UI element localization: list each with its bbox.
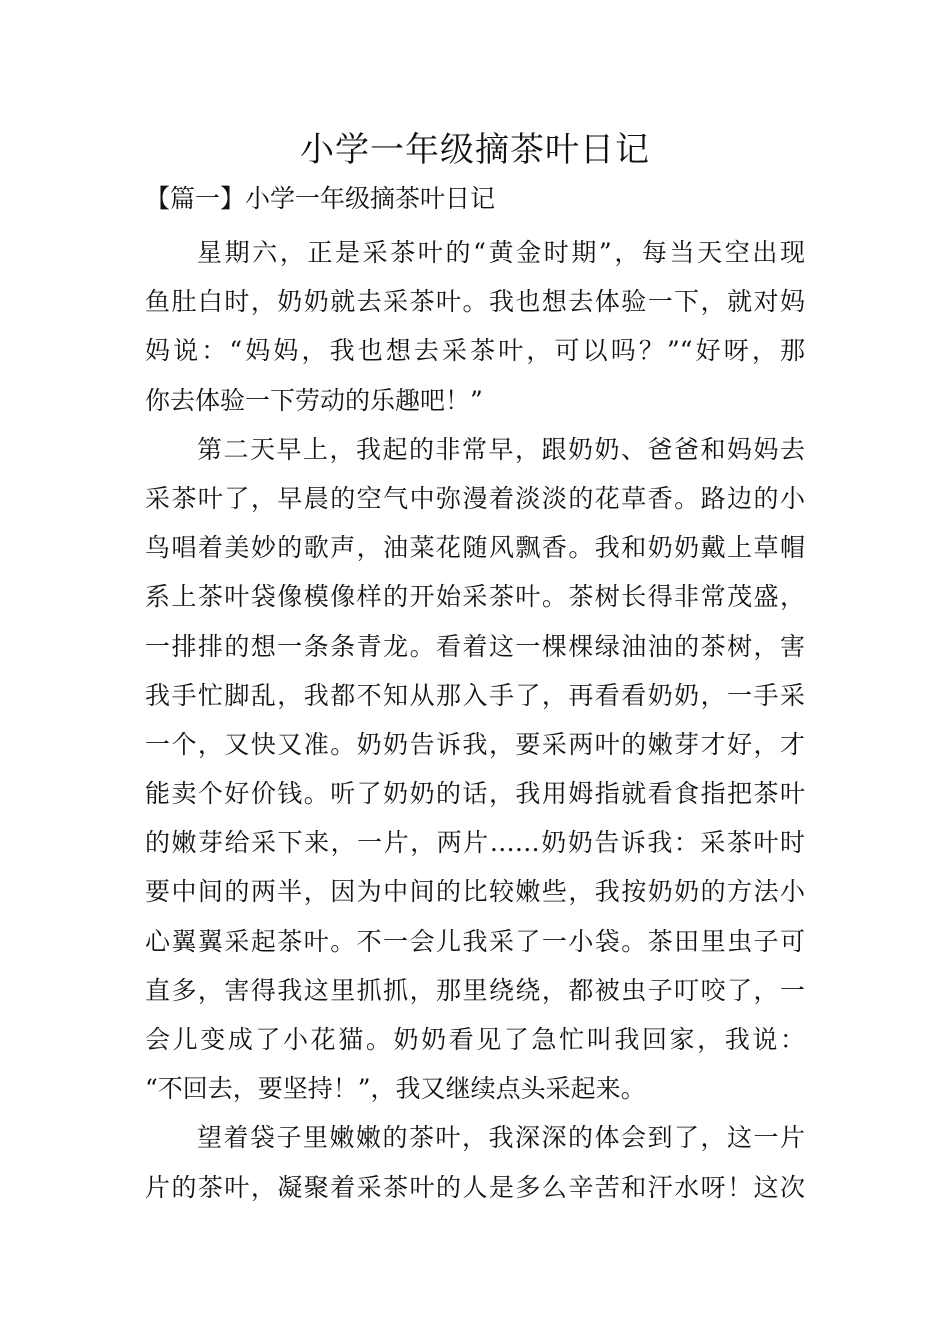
paragraph-line: 系上茶叶袋像模像样的开始采茶叶。茶树长得非常茂盛， <box>145 582 805 612</box>
paragraph-line: 一排排的想一条条青龙。看着这一棵棵绿油油的茶树，害 <box>145 631 805 661</box>
paragraph-line: 会儿变成了小花猫。奶奶看见了急忙叫我回家，我说： <box>145 1025 805 1054</box>
paragraph-line: 能卖个好价钱。听了奶奶的话，我用姆指就看食指把茶叶 <box>145 779 805 809</box>
paragraph-line: 妈说：“妈妈，我也想去采茶叶，可以吗？”“好呀，那 <box>145 336 805 366</box>
paragraph-line: 我手忙脚乱，我都不知从那入手了，再看看奶奶，一手采 <box>145 680 805 710</box>
paragraph-line: 鱼肚白时，奶奶就去采茶叶。我也想去体验一下，就对妈 <box>145 287 805 317</box>
paragraph-line: 要中间的两半，因为中间的比较嫩些，我按奶奶的方法小 <box>145 877 805 907</box>
paragraph-line: 望着袋子里嫩嫩的茶叶，我深深的体会到了，这一片 <box>197 1123 805 1153</box>
paragraph-line: 星期六，正是采茶叶的“黄金时期”，每当天空出现 <box>197 238 805 267</box>
paragraph-3 <box>145 1113 805 1211</box>
paragraph-line: 一个，又快又准。奶奶告诉我，要采两叶的嫩芽才好，才 <box>145 729 805 759</box>
paragraph-line: 心翼翼采起茶叶。不一会儿我采了一小袋。茶田里虫子可 <box>145 926 805 956</box>
document-title: 小学一年级摘茶叶日记 <box>300 130 650 170</box>
paragraph-line: 直多，害得我这里抓抓，那里绕绕，都被虫子叮咬了，一 <box>145 975 805 1005</box>
paragraph-line: “不回去，要坚持！”，我又继续点头采起来。 <box>145 1074 646 1104</box>
paragraph-line: 第二天早上，我起的非常早，跟奶奶、爸爸和妈妈去 <box>197 434 805 464</box>
paragraph-line: 片的茶叶，凝聚着采茶叶的人是多么辛苦和汗水呀！这次 <box>145 1172 805 1202</box>
paragraph-1 <box>145 228 805 425</box>
paragraph-line: 采茶叶了，早晨的空气中弥漫着淡淡的花草香。路边的小 <box>145 483 805 513</box>
section-heading: 【篇一】小学一年级摘茶叶日记 <box>145 184 496 213</box>
paragraph-line: 的嫩芽给采下来，一片，两片……奶奶告诉我：采茶叶时 <box>145 828 805 858</box>
document-body <box>145 228 805 1212</box>
paragraph-line: 鸟唱着美妙的歌声，油菜花随风飘香。我和奶奶戴上草帽 <box>145 533 805 563</box>
paragraph-2 <box>145 425 805 1114</box>
paragraph-line: 你去体验一下劳动的乐趣吧！” <box>145 385 483 415</box>
